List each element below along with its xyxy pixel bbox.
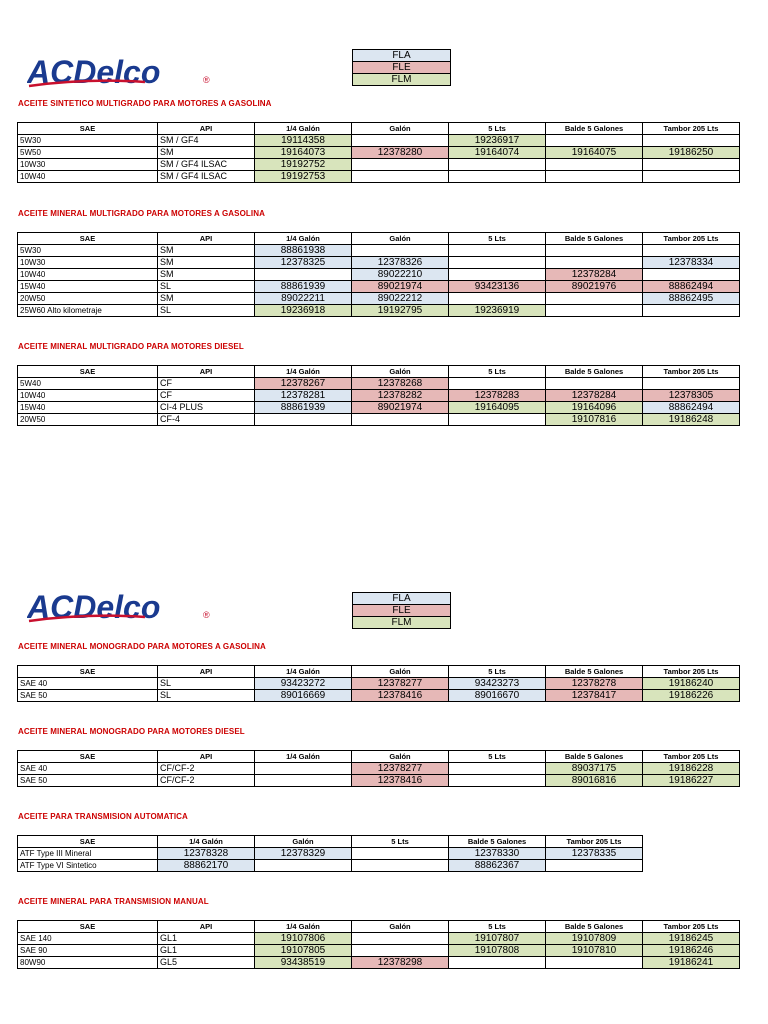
- part-number-cell: 89022210: [352, 269, 449, 281]
- part-number-cell: [352, 159, 449, 171]
- table-row: [18, 390, 740, 402]
- table-row: [18, 957, 740, 969]
- column-header: SAE: [18, 921, 158, 933]
- column-header: Balde 5 Galones: [546, 921, 643, 933]
- table-row: [18, 414, 740, 426]
- part-number-cell: [546, 245, 643, 257]
- part-number-cell: 89021974: [352, 281, 449, 293]
- part-number-cell: 88862170: [158, 860, 255, 872]
- sae-grade-cell: 20W50: [18, 414, 158, 426]
- part-number-cell: 89037175: [546, 763, 643, 775]
- sae-grade-cell: SAE 90: [18, 945, 158, 957]
- legend-fla: FLA: [353, 593, 451, 605]
- part-number-cell: [449, 414, 546, 426]
- part-number-cell: 12378267: [255, 378, 352, 390]
- part-number-cell: [643, 378, 740, 390]
- table-header-row: [18, 233, 740, 245]
- column-header: Tambor 205 Lts: [643, 921, 740, 933]
- part-number-cell: [352, 933, 449, 945]
- part-number-cell: 12378335: [546, 848, 643, 860]
- part-number-cell: 19164075: [546, 147, 643, 159]
- table-row: [18, 245, 740, 257]
- sae-grade-cell: SAE 140: [18, 933, 158, 945]
- table-row: [18, 293, 740, 305]
- product-table: [17, 750, 740, 787]
- column-header: SAE: [18, 123, 158, 135]
- column-header: 5 Lts: [449, 123, 546, 135]
- part-number-cell: [546, 293, 643, 305]
- legend-flm: FLM: [353, 617, 451, 629]
- table-row: [18, 269, 740, 281]
- svg-text:ACDelco: ACDelco: [27, 592, 161, 624]
- column-header: 1/4 Galón: [255, 366, 352, 378]
- column-header: 5 Lts: [449, 666, 546, 678]
- part-number-cell: [546, 860, 643, 872]
- api-cell: SM / GF4: [158, 135, 255, 147]
- section-title: ACEITE MINERAL MULTIGRADO PARA MOTORES DIESEL: [18, 342, 244, 351]
- part-number-cell: 19114358: [255, 135, 352, 147]
- column-header: Tambor 205 Lts: [643, 751, 740, 763]
- column-header: API: [158, 123, 255, 135]
- part-number-cell: [449, 245, 546, 257]
- sae-grade-cell: SAE 40: [18, 763, 158, 775]
- part-number-cell: 12378329: [255, 848, 352, 860]
- part-number-cell: 93423136: [449, 281, 546, 293]
- part-number-cell: 19186246: [643, 945, 740, 957]
- part-number-cell: 12378278: [546, 678, 643, 690]
- part-number-cell: 19186240: [643, 678, 740, 690]
- color-legend: [352, 49, 451, 86]
- table-row: [18, 135, 740, 147]
- part-number-cell: [352, 945, 449, 957]
- api-cell: SM / GF4 ILSAC: [158, 159, 255, 171]
- sae-grade-cell: SAE 40: [18, 678, 158, 690]
- acdelco-logo: [27, 592, 213, 624]
- api-cell: CF/CF-2: [158, 763, 255, 775]
- part-number-cell: [546, 378, 643, 390]
- part-number-cell: 93423273: [449, 678, 546, 690]
- part-number-cell: 19236919: [449, 305, 546, 317]
- svg-text:ACDelco: ACDelco: [27, 57, 161, 89]
- part-number-cell: [546, 957, 643, 969]
- part-number-cell: 88861938: [255, 245, 352, 257]
- part-number-cell: [546, 135, 643, 147]
- section-title: ACEITE PARA TRANSMISION AUTOMATICA: [18, 812, 188, 821]
- column-header: 1/4 Galón: [255, 123, 352, 135]
- product-table: [17, 920, 740, 969]
- part-number-cell: [449, 957, 546, 969]
- api-cell: SM / GF4 ILSAC: [158, 171, 255, 183]
- part-number-cell: 19164095: [449, 402, 546, 414]
- color-legend: [352, 592, 451, 629]
- column-header: SAE: [18, 666, 158, 678]
- part-number-cell: [352, 848, 449, 860]
- part-number-cell: 12378280: [352, 147, 449, 159]
- column-header: API: [158, 751, 255, 763]
- part-number-cell: 12378330: [449, 848, 546, 860]
- product-table: [17, 835, 643, 872]
- table-header-row: [18, 921, 740, 933]
- api-cell: SM: [158, 293, 255, 305]
- part-number-cell: [449, 269, 546, 281]
- api-cell: GL1: [158, 933, 255, 945]
- column-header: API: [158, 366, 255, 378]
- column-header: 1/4 Galón: [255, 666, 352, 678]
- part-number-cell: 12378326: [352, 257, 449, 269]
- part-number-cell: 89016669: [255, 690, 352, 702]
- part-number-cell: 12378282: [352, 390, 449, 402]
- table-header-row: [18, 751, 740, 763]
- product-table: [17, 122, 740, 183]
- part-number-cell: [449, 378, 546, 390]
- part-number-cell: 89021974: [352, 402, 449, 414]
- part-number-cell: [546, 305, 643, 317]
- part-number-cell: 12378277: [352, 763, 449, 775]
- part-number-cell: 19186248: [643, 414, 740, 426]
- column-header: 1/4 Galón: [255, 751, 352, 763]
- part-number-cell: [643, 245, 740, 257]
- column-header: 5 Lts: [449, 921, 546, 933]
- column-header: 1/4 Galón: [255, 921, 352, 933]
- section-title: ACEITE MINERAL MONOGRADO PARA MOTORES DIESEL: [18, 727, 245, 736]
- api-cell: SM: [158, 257, 255, 269]
- sae-grade-cell: ATF Type III Mineral: [18, 848, 158, 860]
- column-header: Galón: [352, 921, 449, 933]
- part-number-cell: 93438519: [255, 957, 352, 969]
- part-number-cell: 93423272: [255, 678, 352, 690]
- table-row: [18, 933, 740, 945]
- section-title: ACEITE MINERAL MULTIGRADO PARA MOTORES A GASOLINA: [18, 209, 265, 218]
- table-row: [18, 378, 740, 390]
- part-number-cell: 19186227: [643, 775, 740, 787]
- part-number-cell: 19236917: [449, 135, 546, 147]
- column-header: Tambor 205 Lts: [643, 366, 740, 378]
- column-header: Galón: [255, 836, 352, 848]
- part-number-cell: 19107810: [546, 945, 643, 957]
- product-table: [17, 665, 740, 702]
- api-cell: CF/CF-2: [158, 775, 255, 787]
- acdelco-logo: [27, 57, 213, 89]
- column-header: Tambor 205 Lts: [546, 836, 643, 848]
- sae-grade-cell: 15W40: [18, 402, 158, 414]
- sae-grade-cell: 80W90: [18, 957, 158, 969]
- column-header: Galón: [352, 751, 449, 763]
- table-row: [18, 678, 740, 690]
- part-number-cell: 19107805: [255, 945, 352, 957]
- sae-grade-cell: 10W30: [18, 159, 158, 171]
- part-number-cell: [449, 257, 546, 269]
- legend-fle: FLE: [353, 605, 451, 617]
- part-number-cell: [255, 269, 352, 281]
- part-number-cell: 19192753: [255, 171, 352, 183]
- column-header: Balde 5 Galones: [546, 751, 643, 763]
- part-number-cell: [255, 763, 352, 775]
- column-header: API: [158, 666, 255, 678]
- api-cell: CF-4: [158, 414, 255, 426]
- part-number-cell: 19164073: [255, 147, 352, 159]
- sae-grade-cell: 10W40: [18, 171, 158, 183]
- table-header-row: [18, 123, 740, 135]
- part-number-cell: [643, 171, 740, 183]
- part-number-cell: 12378416: [352, 775, 449, 787]
- column-header: Balde 5 Galones: [546, 366, 643, 378]
- part-number-cell: 19107816: [546, 414, 643, 426]
- column-header: Tambor 205 Lts: [643, 666, 740, 678]
- column-header: SAE: [18, 366, 158, 378]
- part-number-cell: 88862367: [449, 860, 546, 872]
- part-number-cell: 19107809: [546, 933, 643, 945]
- part-number-cell: [643, 135, 740, 147]
- table-row: [18, 281, 740, 293]
- table-row: [18, 763, 740, 775]
- column-header: 5 Lts: [449, 233, 546, 245]
- part-number-cell: [352, 860, 449, 872]
- column-header: Balde 5 Galones: [449, 836, 546, 848]
- part-number-cell: [449, 293, 546, 305]
- column-header: Galón: [352, 123, 449, 135]
- table-row: [18, 305, 740, 317]
- column-header: 1/4 Galón: [255, 233, 352, 245]
- part-number-cell: [643, 305, 740, 317]
- column-header: 5 Lts: [352, 836, 449, 848]
- part-number-cell: 12378277: [352, 678, 449, 690]
- part-number-cell: [352, 245, 449, 257]
- column-header: Balde 5 Galones: [546, 123, 643, 135]
- product-table: [17, 232, 740, 317]
- part-number-cell: 19236918: [255, 305, 352, 317]
- part-number-cell: 12378283: [449, 390, 546, 402]
- table-row: [18, 402, 740, 414]
- part-number-cell: 88862494: [643, 402, 740, 414]
- table-row: [18, 159, 740, 171]
- part-number-cell: 19186228: [643, 763, 740, 775]
- sae-grade-cell: 25W60 Alto kilometraje: [18, 305, 158, 317]
- column-header: 5 Lts: [449, 751, 546, 763]
- api-cell: GL1: [158, 945, 255, 957]
- part-number-cell: 12378416: [352, 690, 449, 702]
- part-number-cell: [255, 414, 352, 426]
- sae-grade-cell: 5W50: [18, 147, 158, 159]
- part-number-cell: 12378334: [643, 257, 740, 269]
- api-cell: GL5: [158, 957, 255, 969]
- column-header: Tambor 205 Lts: [643, 233, 740, 245]
- section-title: ACEITE MINERAL MONOGRADO PARA MOTORES A GASOLINA: [18, 642, 266, 651]
- api-cell: SM: [158, 245, 255, 257]
- part-number-cell: 19192752: [255, 159, 352, 171]
- part-number-cell: [546, 257, 643, 269]
- table-row: [18, 257, 740, 269]
- api-cell: SL: [158, 305, 255, 317]
- part-number-cell: 19186241: [643, 957, 740, 969]
- column-header: Galón: [352, 233, 449, 245]
- sae-grade-cell: ATF Type VI Sintetico: [18, 860, 158, 872]
- part-number-cell: 88861939: [255, 402, 352, 414]
- api-cell: CI-4 PLUS: [158, 402, 255, 414]
- part-number-cell: 12378284: [546, 269, 643, 281]
- part-number-cell: 12378298: [352, 957, 449, 969]
- column-header: Galón: [352, 666, 449, 678]
- part-number-cell: 89016670: [449, 690, 546, 702]
- table-header-row: [18, 366, 740, 378]
- part-number-cell: [352, 414, 449, 426]
- api-cell: SM: [158, 269, 255, 281]
- table-row: [18, 848, 643, 860]
- column-header: SAE: [18, 233, 158, 245]
- part-number-cell: 12378305: [643, 390, 740, 402]
- part-number-cell: 19192795: [352, 305, 449, 317]
- sae-grade-cell: 5W30: [18, 135, 158, 147]
- section-title: ACEITE SINTETICO MULTIGRADO PARA MOTORES A GASOLINA: [18, 99, 272, 108]
- legend-fla: FLA: [353, 50, 451, 62]
- part-number-cell: 89022211: [255, 293, 352, 305]
- part-number-cell: 19164096: [546, 402, 643, 414]
- sae-grade-cell: 10W40: [18, 269, 158, 281]
- part-number-cell: 12378417: [546, 690, 643, 702]
- part-number-cell: 12378325: [255, 257, 352, 269]
- part-number-cell: [643, 159, 740, 171]
- sae-grade-cell: SAE 50: [18, 775, 158, 787]
- sae-grade-cell: 15W40: [18, 281, 158, 293]
- sae-grade-cell: SAE 50: [18, 690, 158, 702]
- table-row: [18, 860, 643, 872]
- part-number-cell: [449, 763, 546, 775]
- part-number-cell: 89022212: [352, 293, 449, 305]
- legend-flm: FLM: [353, 74, 451, 86]
- column-header: API: [158, 921, 255, 933]
- part-number-cell: [546, 171, 643, 183]
- sae-grade-cell: 10W40: [18, 390, 158, 402]
- part-number-cell: 89021976: [546, 281, 643, 293]
- api-cell: CF: [158, 378, 255, 390]
- legend-fle: FLE: [353, 62, 451, 74]
- column-header: Tambor 205 Lts: [643, 123, 740, 135]
- column-header: 1/4 Galón: [158, 836, 255, 848]
- column-header: Balde 5 Galones: [546, 233, 643, 245]
- table-row: [18, 690, 740, 702]
- part-number-cell: 19186245: [643, 933, 740, 945]
- part-number-cell: 12378281: [255, 390, 352, 402]
- part-number-cell: 88862495: [643, 293, 740, 305]
- part-number-cell: 19164074: [449, 147, 546, 159]
- part-number-cell: [255, 860, 352, 872]
- svg-text:®: ®: [203, 75, 210, 85]
- part-number-cell: 12378268: [352, 378, 449, 390]
- api-cell: SL: [158, 281, 255, 293]
- product-table: [17, 365, 740, 426]
- svg-text:®: ®: [203, 610, 210, 620]
- part-number-cell: [352, 171, 449, 183]
- part-number-cell: [449, 159, 546, 171]
- api-cell: SM: [158, 147, 255, 159]
- part-number-cell: 19186250: [643, 147, 740, 159]
- api-cell: CF: [158, 390, 255, 402]
- column-header: API: [158, 233, 255, 245]
- section-title: ACEITE MINERAL PARA TRANSMISION MANUAL: [18, 897, 209, 906]
- table-row: [18, 945, 740, 957]
- part-number-cell: [449, 171, 546, 183]
- column-header: SAE: [18, 836, 158, 848]
- table-row: [18, 147, 740, 159]
- sae-grade-cell: 5W40: [18, 378, 158, 390]
- column-header: Galón: [352, 366, 449, 378]
- part-number-cell: [449, 775, 546, 787]
- table-row: [18, 171, 740, 183]
- sae-grade-cell: 5W30: [18, 245, 158, 257]
- sae-grade-cell: 10W30: [18, 257, 158, 269]
- part-number-cell: [546, 159, 643, 171]
- part-number-cell: 19107807: [449, 933, 546, 945]
- table-row: [18, 775, 740, 787]
- sae-grade-cell: 20W50: [18, 293, 158, 305]
- column-header: SAE: [18, 751, 158, 763]
- part-number-cell: 19107808: [449, 945, 546, 957]
- part-number-cell: 12378284: [546, 390, 643, 402]
- api-cell: SL: [158, 678, 255, 690]
- table-header-row: [18, 836, 643, 848]
- part-number-cell: 12378328: [158, 848, 255, 860]
- table-header-row: [18, 666, 740, 678]
- part-number-cell: 88861939: [255, 281, 352, 293]
- part-number-cell: 89016816: [546, 775, 643, 787]
- part-number-cell: 19186226: [643, 690, 740, 702]
- column-header: 5 Lts: [449, 366, 546, 378]
- part-number-cell: [255, 775, 352, 787]
- part-number-cell: 88862494: [643, 281, 740, 293]
- api-cell: SL: [158, 690, 255, 702]
- part-number-cell: 19107806: [255, 933, 352, 945]
- column-header: Balde 5 Galones: [546, 666, 643, 678]
- part-number-cell: [643, 269, 740, 281]
- part-number-cell: [352, 135, 449, 147]
